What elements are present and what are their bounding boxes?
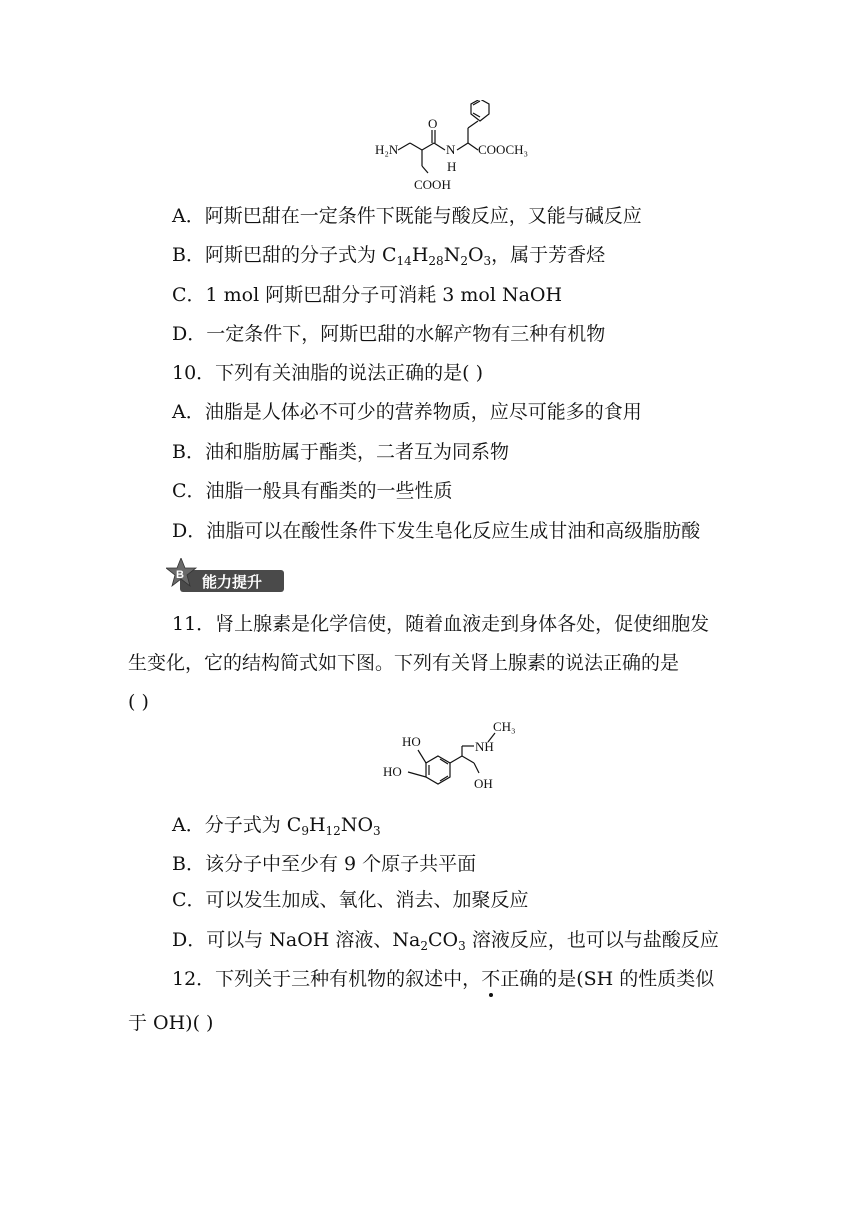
aspartame-structure bbox=[370, 100, 540, 195]
amine-label: H₂N bbox=[375, 142, 399, 157]
ho-left-label: HO bbox=[383, 764, 402, 779]
option-d-prefix: D．可以与 NaOH 溶液、Na bbox=[172, 929, 421, 951]
option-a-prefix: A．分子式为 C bbox=[172, 814, 302, 836]
q12-stem-line1 bbox=[172, 966, 714, 992]
formula-h-count: 12 bbox=[325, 824, 341, 838]
q11-stem-line3: ( ) bbox=[128, 691, 149, 713]
adrenaline-structure bbox=[378, 716, 528, 808]
q12-emphasis: 不 bbox=[481, 968, 501, 990]
carbonyl-o-label: O bbox=[428, 116, 438, 131]
formula-o-count: 3 bbox=[483, 254, 492, 268]
ester-label: COOCH₃ bbox=[478, 142, 529, 157]
q11-stem-line2: 生变化，它的结构简式如下图。下列有关肾上腺素的说法正确的是 bbox=[128, 652, 680, 674]
q10-option-a: A．油脂是人体必不可少的营养物质，应尽可能多的食用 bbox=[172, 401, 642, 423]
aspartame-option-a: A．阿斯巴甜在一定条件下既能与酸反应，又能与碱反应 bbox=[172, 205, 642, 227]
option-d-suffix: 溶液反应，也可以与盐酸反应 bbox=[465, 929, 719, 951]
option-d-mid: CO bbox=[428, 929, 459, 951]
na-count: 2 bbox=[420, 939, 429, 953]
q11-stem-line1: 11．肾上腺素是化学信使，随着血液走到身体各处，促使细胞发 bbox=[172, 613, 710, 635]
formula-c-count: 14 bbox=[396, 254, 412, 268]
acid-label: COOH bbox=[414, 177, 451, 192]
formula-n-count: 2 bbox=[460, 254, 468, 268]
q11-option-d bbox=[172, 927, 719, 953]
formula-h: H bbox=[308, 814, 326, 836]
formula-h-count: 28 bbox=[428, 254, 444, 268]
q12-stem-suffix: 正确的是(SH 的性质类似 bbox=[500, 968, 715, 990]
q11-option-b: B．该分子中至少有 9 个原子共平面 bbox=[172, 853, 477, 875]
oh-label: OH bbox=[474, 776, 493, 791]
q10-option-c: C．油脂一般具有酯类的一些性质 bbox=[172, 480, 453, 502]
formula-n: N bbox=[443, 244, 461, 266]
aspartame-option-c: C．1 mol 阿斯巴甜分子可消耗 3 mol NaOH bbox=[172, 284, 563, 306]
formula-c-count: 9 bbox=[301, 824, 309, 838]
formula-h: H bbox=[411, 244, 429, 266]
aspartame-option-b bbox=[172, 242, 605, 268]
q12-stem-line2: 于 OH)( ) bbox=[128, 1012, 214, 1034]
formula-o: O bbox=[467, 244, 484, 266]
option-b-prefix: B．阿斯巴甜的分子式为 C bbox=[172, 244, 397, 266]
nh-label: NH bbox=[475, 739, 494, 754]
q11-option-c: C．可以发生加成、氧化、消去、加聚反应 bbox=[172, 889, 529, 911]
formula-o-count: 3 bbox=[373, 824, 381, 838]
badge-letter: B bbox=[176, 569, 184, 581]
ch3-label: CH₃ bbox=[493, 719, 516, 734]
section-badge bbox=[166, 558, 286, 594]
option-b-suffix: ，属于芳香烃 bbox=[491, 244, 606, 266]
o-count: 3 bbox=[458, 939, 466, 953]
ho-top-label: HO bbox=[402, 734, 421, 749]
badge-label: 能力提升 bbox=[202, 573, 263, 591]
aspartame-option-d: D．一定条件下，阿斯巴甜的水解产物有三种有机物 bbox=[172, 323, 606, 345]
q10-stem: 10．下列有关油脂的说法正确的是( ) bbox=[172, 362, 484, 384]
option-a-suffix: NO bbox=[340, 814, 374, 836]
nitrogen-label: N bbox=[446, 142, 456, 157]
q10-option-d: D．油脂可以在酸性条件下发生皂化反应生成甘油和高级脂肪酸 bbox=[172, 520, 701, 542]
nh-h-label: H bbox=[447, 159, 457, 174]
q10-option-b: B．油和脂肪属于酯类，二者互为同系物 bbox=[172, 441, 509, 463]
q12-stem-prefix: 12．下列关于三种有机物的叙述中， bbox=[172, 968, 482, 990]
q11-option-a bbox=[172, 812, 381, 838]
